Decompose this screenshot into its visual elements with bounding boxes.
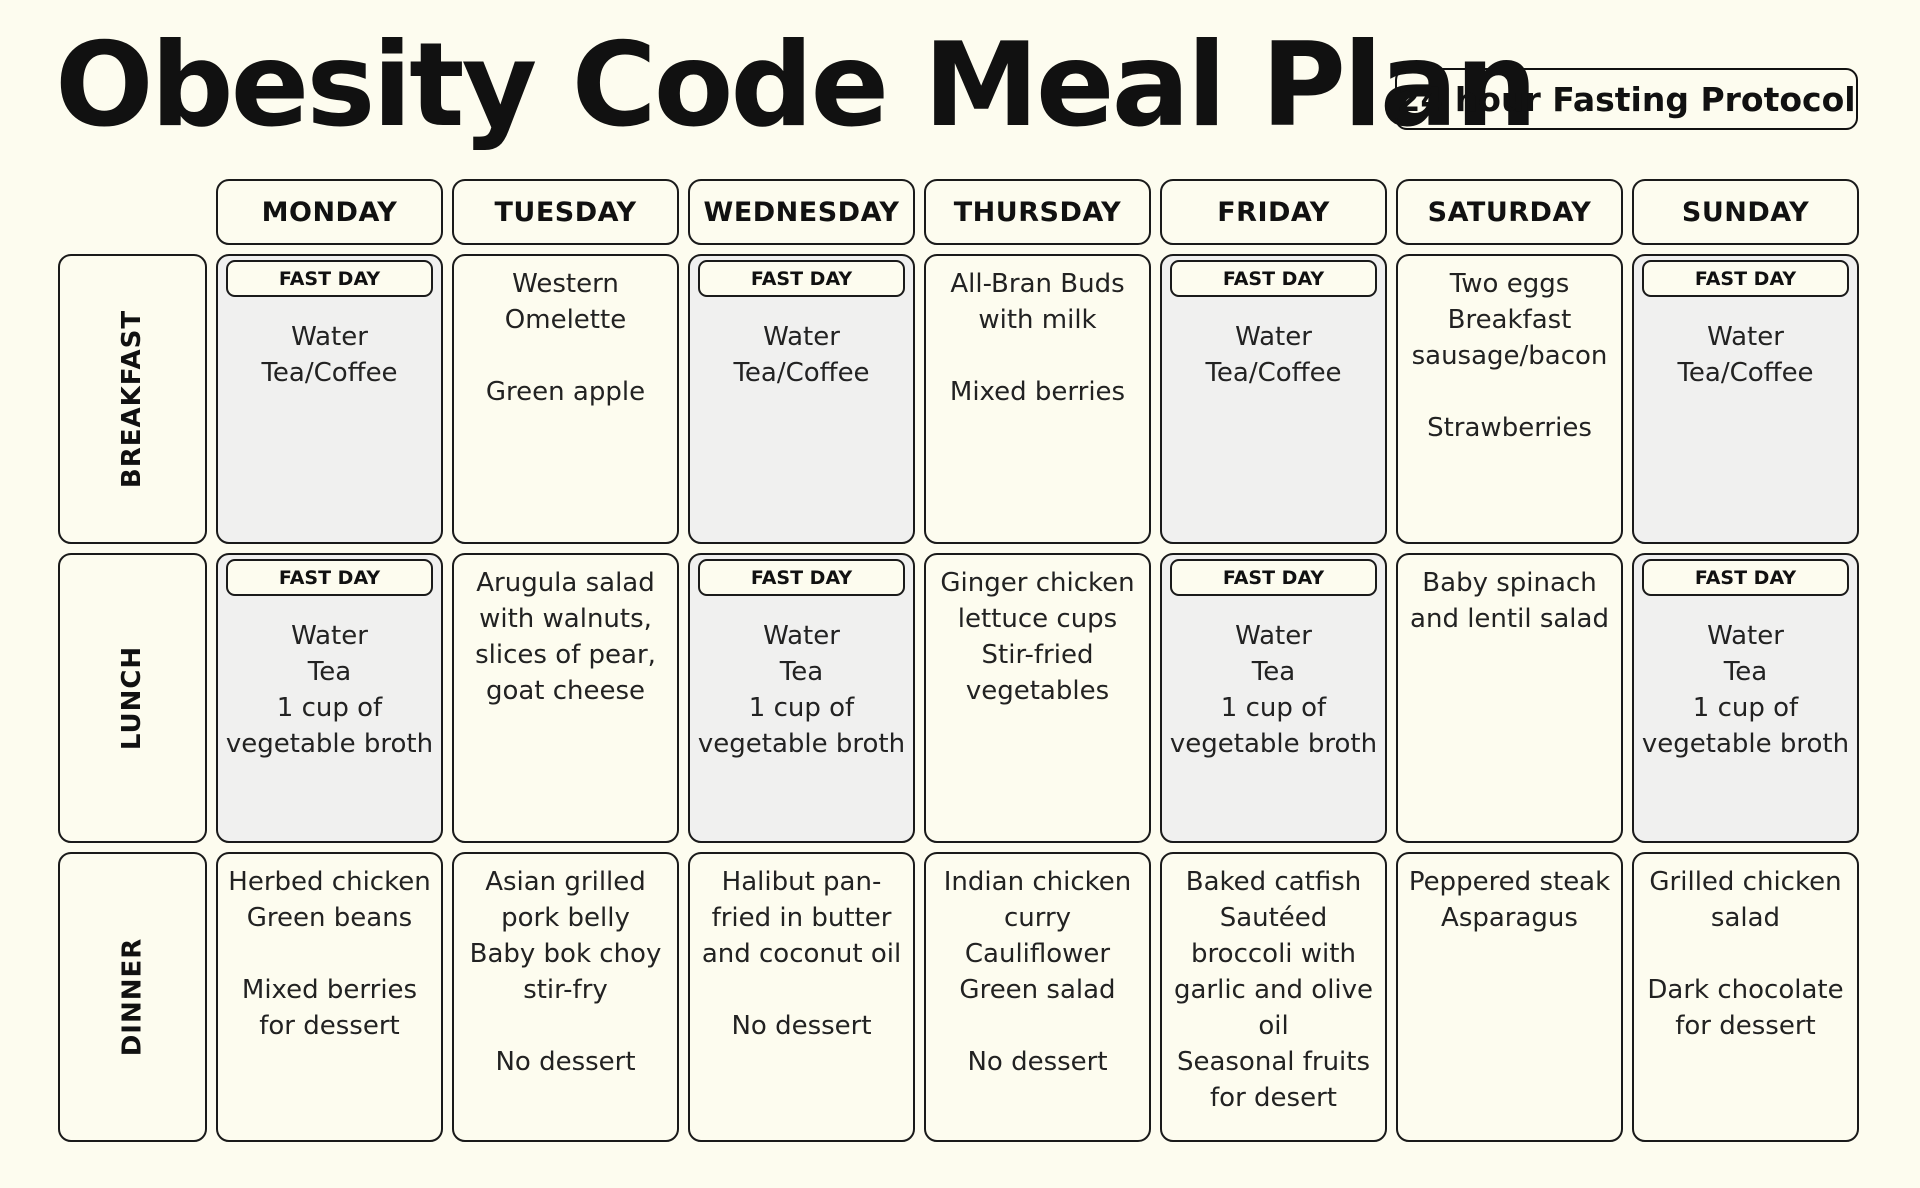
meal-line: Baby bok choy: [469, 939, 662, 969]
meal-line: Tea: [307, 657, 352, 687]
meal-cell-breakfast-monday: [216, 254, 443, 544]
meal-line: for dessert: [1675, 1011, 1816, 1041]
meal-label-dinner: [58, 852, 207, 1142]
meal-line: vegetable broth: [1641, 729, 1850, 759]
meal-cell-dinner-wednesday: [688, 852, 915, 1142]
meal-line: Dark chocolate: [1647, 975, 1844, 1005]
meal-line: [1402, 374, 1617, 410]
meal-line: vegetable broth: [225, 729, 434, 759]
meal-line: No dessert: [967, 1047, 1108, 1077]
meal-line: Tea/Coffee: [1205, 358, 1342, 388]
meal-line: goat cheese: [485, 676, 646, 706]
meal-line: Peppered steak: [1408, 867, 1611, 897]
meal-line: Tea/Coffee: [261, 358, 398, 388]
meal-line: Water: [291, 322, 368, 352]
meal-line: Asian grilled: [485, 867, 646, 897]
meal-line: Arugula salad: [476, 568, 655, 598]
day-header-monday: MONDAY: [216, 179, 443, 245]
meal-line: Water: [763, 621, 840, 651]
meal-line: [458, 338, 673, 374]
fast-day-tag: FAST DAY: [1642, 260, 1849, 297]
meal-cell-breakfast-friday: [1160, 254, 1387, 544]
meal-line: Omelette: [504, 305, 627, 335]
meal-line: All-Bran Buds: [950, 269, 1125, 299]
day-header-friday: FRIDAY: [1160, 179, 1387, 245]
meal-line: Stir-fried: [981, 640, 1094, 670]
meal-line: Tea: [779, 657, 824, 687]
protocol-badge: 24 hour Fasting Protocol: [1395, 68, 1858, 130]
meal-line: salad: [1710, 903, 1781, 933]
fast-day-tag: FAST DAY: [1170, 559, 1377, 596]
fast-day-tag: FAST DAY: [226, 559, 433, 596]
meal-line: Baby spinach: [1422, 568, 1597, 598]
meal-cell-dinner-tuesday: [452, 852, 679, 1142]
meal-cell-breakfast-thursday: [924, 254, 1151, 544]
meal-line: Water: [763, 322, 840, 352]
meal-line: Ginger chicken: [940, 568, 1135, 598]
meal-line: Mixed berries: [949, 377, 1126, 407]
meal-line: vegetable broth: [1169, 729, 1378, 759]
meal-line: [930, 338, 1145, 374]
day-header-saturday: SATURDAY: [1396, 179, 1623, 245]
meal-line: Sautéed: [1219, 903, 1328, 933]
meal-plan-grid: [58, 179, 1859, 1142]
meal-cell-lunch-wednesday: [688, 553, 915, 843]
meal-cell-lunch-thursday: [924, 553, 1151, 843]
meal-line: Mixed berries: [241, 975, 418, 1005]
meal-line: with walnuts,: [479, 604, 652, 634]
meal-line: Tea: [1723, 657, 1768, 687]
meal-line: Asparagus: [1441, 903, 1578, 933]
meal-line: Water: [1707, 322, 1784, 352]
meal-line: No dessert: [731, 1011, 872, 1041]
meal-line: oil: [1258, 1011, 1289, 1041]
meal-line: Water: [1707, 621, 1784, 651]
meal-line: No dessert: [495, 1047, 636, 1077]
meal-line: broccoli with: [1191, 939, 1356, 969]
meal-line: sausage/bacon: [1411, 341, 1608, 371]
meal-line: lettuce cups: [957, 604, 1118, 634]
meal-line: Tea: [1251, 657, 1296, 687]
meal-line: curry: [1003, 903, 1072, 933]
meal-line: fried in butter: [711, 903, 892, 933]
meal-line: stir-fry: [523, 975, 608, 1005]
meal-line: vegetables: [965, 676, 1110, 706]
meal-line: Herbed chicken: [228, 867, 431, 897]
meal-cell-lunch-sunday: [1632, 553, 1859, 843]
meal-cell-breakfast-sunday: [1632, 254, 1859, 544]
meal-cell-lunch-tuesday: [452, 553, 679, 843]
meal-line: Grilled chicken: [1649, 867, 1842, 897]
meal-cell-lunch-monday: [216, 553, 443, 843]
meal-label-text: BREAKFAST: [117, 309, 148, 489]
meal-line: for dessert: [259, 1011, 400, 1041]
meal-line: Indian chicken: [943, 867, 1132, 897]
meal-cell-breakfast-saturday: [1396, 254, 1623, 544]
day-header-tuesday: TUESDAY: [452, 179, 679, 245]
day-header-thursday: THURSDAY: [924, 179, 1151, 245]
day-header-sunday: SUNDAY: [1632, 179, 1859, 245]
grid-corner: [58, 179, 207, 245]
meal-line: and lentil salad: [1410, 604, 1609, 634]
meal-line: Tea/Coffee: [1677, 358, 1814, 388]
meal-line: Halibut pan-: [721, 867, 882, 897]
meal-line: [458, 1008, 673, 1044]
day-header-wednesday: WEDNESDAY: [688, 179, 915, 245]
fast-day-tag: FAST DAY: [698, 559, 905, 596]
meal-line: slices of pear,: [475, 640, 656, 670]
meal-label-text: DINNER: [117, 937, 148, 1057]
meal-line: [222, 936, 437, 972]
meal-line: 1 cup of: [1692, 693, 1799, 723]
fast-day-tag: FAST DAY: [226, 260, 433, 297]
meal-cell-lunch-saturday: [1396, 553, 1623, 843]
meal-cell-dinner-monday: [216, 852, 443, 1142]
meal-cell-dinner-friday: [1160, 852, 1387, 1142]
meal-cell-dinner-saturday: [1396, 852, 1623, 1142]
meal-label-lunch: [58, 553, 207, 843]
meal-line: [694, 972, 909, 1008]
meal-line: with milk: [978, 305, 1097, 335]
meal-line: [1638, 936, 1853, 972]
fast-day-tag: FAST DAY: [698, 260, 905, 297]
meal-cell-dinner-thursday: [924, 852, 1151, 1142]
meal-label-text: LUNCH: [117, 645, 148, 751]
meal-cell-lunch-friday: [1160, 553, 1387, 843]
page-title: Obesity Code Meal Plan: [55, 18, 1535, 153]
meal-line: 1 cup of: [1220, 693, 1327, 723]
meal-line: Baked catfish: [1185, 867, 1362, 897]
meal-line: Green apple: [485, 377, 646, 407]
meal-line: garlic and olive: [1173, 975, 1374, 1005]
meal-line: Cauliflower: [964, 939, 1111, 969]
meal-cell-breakfast-tuesday: [452, 254, 679, 544]
meal-line: Green beans: [246, 903, 413, 933]
meal-line: Two eggs: [1449, 269, 1570, 299]
meal-line: vegetable broth: [697, 729, 906, 759]
meal-line: Seasonal fruits: [1176, 1047, 1371, 1077]
meal-line: 1 cup of: [748, 693, 855, 723]
meal-line: 1 cup of: [276, 693, 383, 723]
meal-line: Tea/Coffee: [733, 358, 870, 388]
meal-line: and coconut oil: [701, 939, 902, 969]
meal-line: Western: [512, 269, 619, 299]
meal-line: Water: [1235, 322, 1312, 352]
meal-label-breakfast: [58, 254, 207, 544]
meal-line: for desert: [1210, 1083, 1337, 1113]
meal-line: Breakfast: [1447, 305, 1572, 335]
meal-cell-dinner-sunday: [1632, 852, 1859, 1142]
meal-line: Green salad: [959, 975, 1116, 1005]
meal-cell-breakfast-wednesday: [688, 254, 915, 544]
meal-line: [930, 1008, 1145, 1044]
meal-line: Water: [291, 621, 368, 651]
meal-line: Strawberries: [1427, 413, 1592, 443]
fast-day-tag: FAST DAY: [1170, 260, 1377, 297]
meal-line: Water: [1235, 621, 1312, 651]
fast-day-tag: FAST DAY: [1642, 559, 1849, 596]
meal-line: pork belly: [501, 903, 630, 933]
